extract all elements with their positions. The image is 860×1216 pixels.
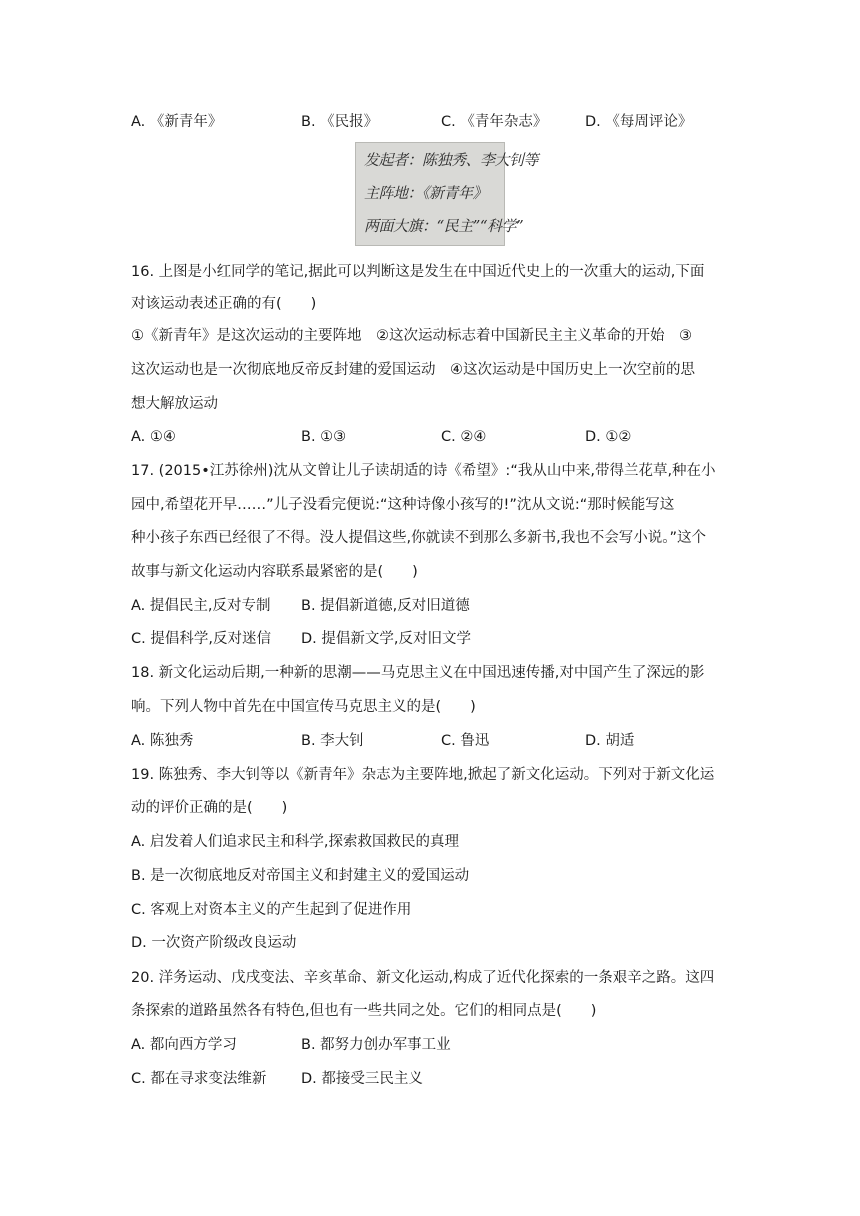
q19-option-c: C. 客观上对资本主义的产生起到了促进作用	[131, 902, 412, 918]
q15-option-c: C. 《青年杂志》	[441, 114, 548, 130]
q18-option-c: C. 鲁迅	[441, 733, 490, 749]
q17-option-d: D. 提倡新文学,反对旧文学	[301, 631, 471, 647]
q17-option-b: B. 提倡新道德,反对旧道德	[301, 598, 470, 614]
q19-stem-line1: 19. 陈独秀、李大钊等以《新青年》杂志为主要阵地,掀起了新文化运动。下列对于新文化运	[131, 767, 715, 783]
q19-stem-line2: 动的评价正确的是( )	[131, 800, 288, 816]
q16-stem-line2: 对该运动表述正确的有( )	[131, 296, 317, 312]
q17-stem-line2: 园中,希望花开早……”儿子没看完便说:“这种诗像小孩写的!”沈从文说:“那时候能写这	[131, 497, 675, 513]
q17-stem-line1: 17. (2015•江苏徐州)沈从文曾让儿子读胡适的诗《希望》:“我从山中来,带得兰花草,种在小	[131, 463, 716, 479]
q19-option-d: D. 一次资产阶级改良运动	[131, 935, 297, 951]
q20-option-a: A. 都向西方学习	[131, 1037, 237, 1053]
q18-stem-line1: 18. 新文化运动后期,一种新的思潮——马克思主义在中国迅速传播,对中国产生了深远的影	[131, 665, 705, 681]
q16-items-line1: ①《新青年》是这次运动的主要阵地 ②这次运动标志着中国新民主主义革命的开始 ③	[131, 328, 692, 344]
q19-option-a: A. 启发着人们追求民主和科学,探索救国救民的真理	[131, 834, 459, 850]
q17-option-a: A. 提倡民主,反对专制	[131, 598, 271, 614]
q15-option-b: B. 《民报》	[301, 114, 379, 130]
note-line-two-banners: 两面大旗：“民主”“科学”	[364, 217, 524, 235]
q16-option-a: A. ①④	[131, 429, 176, 445]
q15-option-a: A. 《新青年》	[131, 114, 223, 130]
q16-items-line2: 这次运动也是一次彻底地反帝反封建的爱国运动 ④这次运动是中国历史上一次空前的思	[131, 362, 695, 378]
q17-stem-line4: 故事与新文化运动内容联系最紧密的是( )	[131, 564, 418, 580]
q19-option-b: B. 是一次彻底地反对帝国主义和封建主义的爱国运动	[131, 868, 470, 884]
q20-option-c: C. 都在寻求变法维新	[131, 1071, 267, 1087]
q18-option-d: D. 胡适	[585, 733, 635, 749]
q20-stem-line1: 20. 洋务运动、戊戌变法、辛亥革命、新文化运动,构成了近代化探索的一条艰辛之路。这四	[131, 970, 715, 986]
handwritten-note-image	[355, 142, 539, 246]
q18-stem-line2: 响。下列人物中首先在中国宣传马克思主义的是( )	[131, 699, 476, 715]
q16-option-c: C. ②④	[441, 429, 487, 445]
q18-option-b: B. 李大钊	[301, 733, 364, 749]
q20-option-b: B. 都努力创办军事工业	[301, 1037, 451, 1053]
q16-option-b: B. ①③	[301, 429, 347, 445]
note-line-initiators: 发起者：陈独秀、李大钊等	[364, 151, 539, 169]
q16-option-d: D. ①②	[585, 429, 632, 445]
q16-stem-line1: 16. 上图是小红同学的笔记,据此可以判断这是发生在中国近代史上的一次重大的运动,下面	[131, 264, 705, 280]
q20-stem-line2: 条探索的道路虽然各有特色,但也有一些共同之处。它们的相同点是( )	[131, 1003, 597, 1019]
q20-option-d: D. 都接受三民主义	[301, 1071, 423, 1087]
q18-option-a: A. 陈独秀	[131, 733, 194, 749]
q17-stem-line3: 种小孩子东西已经很了不得。没人提倡这些,你就读不到那么多新书,我也不会写小说。”这个	[131, 530, 706, 546]
note-line-main-platform: 主阵地：《新青年》	[364, 184, 488, 202]
q16-items-line3: 想大解放运动	[131, 396, 218, 412]
q15-option-d: D. 《每周评论》	[585, 114, 693, 130]
q17-option-c: C. 提倡科学,反对迷信	[131, 631, 271, 647]
